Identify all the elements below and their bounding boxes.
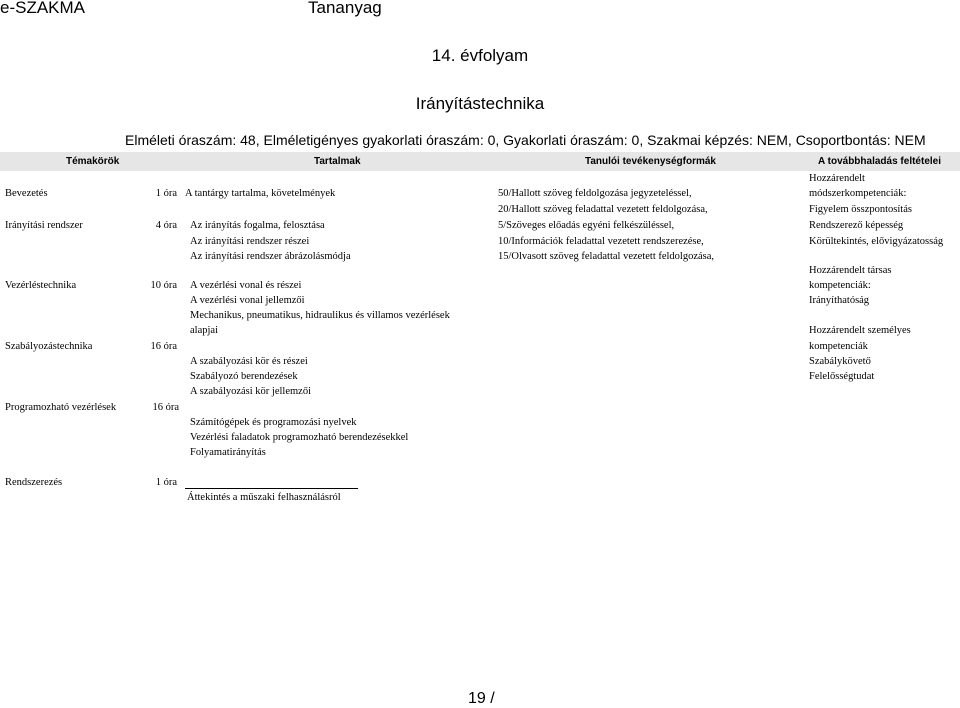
section-link[interactable]: Tananyag [308, 0, 382, 17]
content-line: alapjai [190, 325, 218, 336]
topic-hours: 1 óra [155, 477, 177, 488]
condition-line: Figyelem összpontosítás [809, 204, 912, 215]
hours-info: Elméleti óraszám: 48, Elméletigényes gyakorlati óraszám: 0, Gyakorlati óraszám: 0, Szakmai képzés: NEM, Csoportbontás: NEM [125, 132, 926, 148]
activity-line: 10/Információk feladattal vezetett rendszerezése, [498, 236, 704, 247]
condition-line: Rendszerező képesség [809, 220, 904, 231]
topic-hours: 10 óra [150, 280, 177, 291]
topic-name: Vezérléstechnika [5, 280, 77, 291]
activity-line: 20/Hallott szöveg feladattal vezetett feldolgozása, [498, 204, 708, 215]
content-line: Vezérlési faladatok programozható berendezésekkel [190, 432, 409, 443]
activity-line: 5/Szöveges előadás egyéni felkészüléssel, [498, 220, 675, 231]
brand-link[interactable]: e-SZAKMA [0, 0, 86, 17]
condition-line: kompetenciák [809, 341, 868, 352]
activity-line: 50/Hallott szöveg feldolgozása jegyzeteléssel, [498, 188, 692, 199]
content-line: A szabályozási kör és részei [190, 356, 308, 367]
condition-line: módszerkompetenciák: [809, 188, 907, 199]
col-activities: Tanulói tevékenységformák [585, 156, 716, 167]
content-line: Folyamatirányítás [190, 447, 266, 458]
condition-line: Körültekintés, elővigyázatosság [809, 236, 944, 247]
condition-line: Felelősségtudat [809, 371, 875, 382]
top-bar [0, 0, 960, 22]
content-line: Az irányítási rendszer részei [190, 236, 310, 247]
content-line: Szabályozó berendezések [190, 371, 298, 382]
col-topics: Témakörök [66, 156, 120, 167]
topic-hours: 4 óra [155, 220, 177, 231]
content-line: Mechanikus, pneumatikus, hidraulikus és villamos vezérlések [190, 310, 450, 321]
content-line: Az irányítás fogalma, felosztása [190, 220, 325, 231]
content-line: Számítógépek és programozási nyelvek [190, 417, 357, 428]
condition-line: kompetenciák: [809, 280, 871, 291]
grade-title: 14. évfolyam [431, 46, 529, 65]
content-line: A tantárgy tartalma, követelmények [185, 188, 336, 199]
subject-title: Irányítástechnika [415, 94, 545, 113]
topic-name: Programozható vezérlések [5, 402, 117, 413]
condition-line: Hozzárendelt társas [809, 265, 892, 276]
divider [185, 488, 358, 489]
topic-name: Rendszerezés [5, 477, 63, 488]
topic-hours: 1 óra [155, 188, 177, 199]
content-line: A szabályozási kör jellemzői [190, 386, 312, 397]
col-conditions: A továbbhaladás feltételei [818, 156, 941, 167]
topic-hours: 16 óra [152, 402, 179, 413]
col-contents: Tartalmak [314, 156, 361, 167]
content-line: Áttekintés a műszaki felhasználásról [187, 492, 341, 503]
column-header-row [0, 152, 960, 171]
condition-line: Hozzárendelt személyes [809, 325, 911, 336]
topic-hours: 16 óra [150, 341, 177, 352]
topic-name: Irányítási rendszer [5, 220, 83, 231]
topic-name: Szabályozástechnika [5, 341, 93, 352]
condition-line: Irányíthatóság [809, 295, 870, 306]
page-number: 19 / [468, 690, 495, 707]
condition-line: Hozzárendelt [809, 173, 865, 184]
content-line: Az irányítási rendszer ábrázolásmódja [190, 251, 351, 262]
content-line: A vezérlési vonal és részei [190, 280, 302, 291]
topic-name: Bevezetés [5, 188, 48, 199]
content-line: A vezérlési vonal jellemzői [190, 295, 305, 306]
condition-line: Szabálykövető [809, 356, 871, 367]
activity-line: 15/Olvasott szöveg feladattal vezetett feldolgozása, [498, 251, 715, 262]
